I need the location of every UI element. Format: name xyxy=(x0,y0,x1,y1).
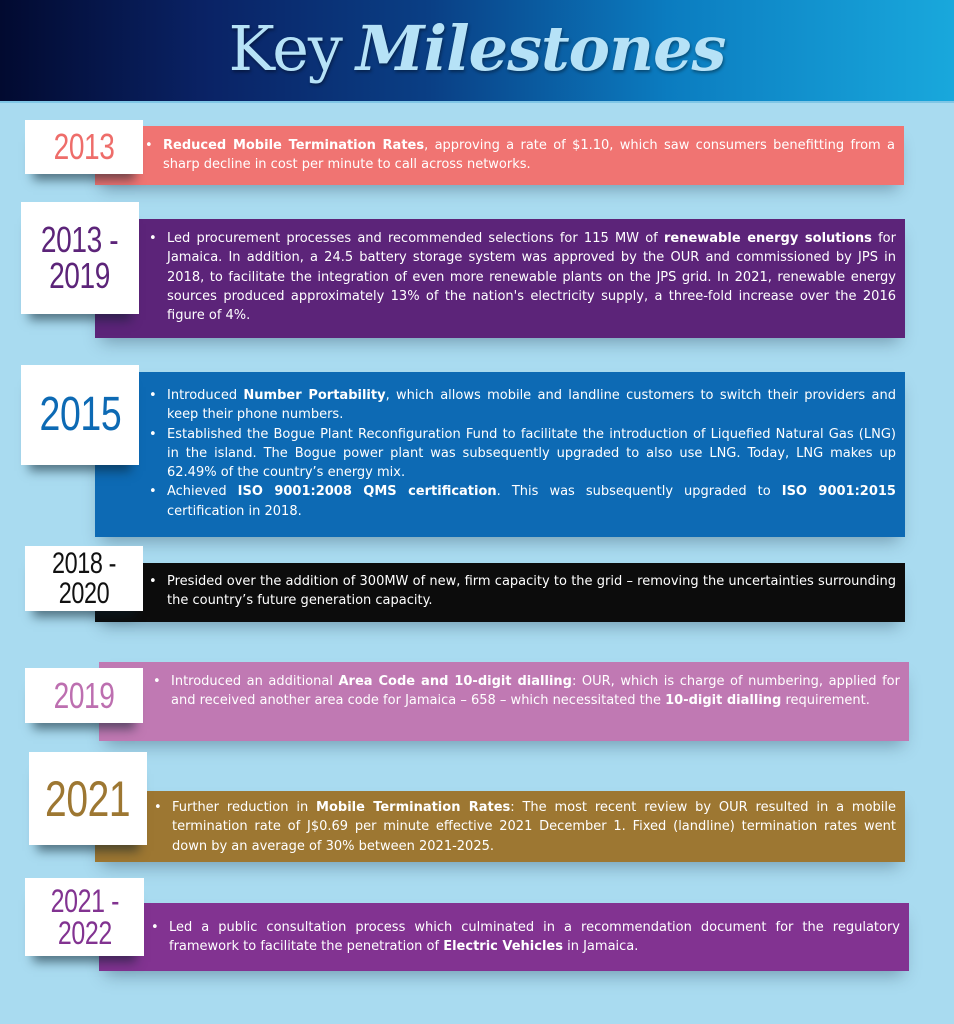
milestone-panel xyxy=(95,563,905,622)
bullet-list xyxy=(152,798,896,856)
year-card xyxy=(25,120,143,174)
text-run: Introduced an additional xyxy=(171,674,339,689)
year-line: 2022 xyxy=(57,915,112,951)
year-card xyxy=(25,546,143,611)
bullet-item xyxy=(151,672,900,711)
year-line: 2019 xyxy=(49,255,111,296)
year-line: 2013 xyxy=(53,126,115,167)
milestone-panel xyxy=(95,219,905,338)
text-run: for Jamaica. In addition, a 24.5 battery storage system was approved by the OUR and commissioned by JPS in 2018, to facilitate the integration of even more renewable plants on the JPS grid. In 2021, renewable energy sources produced approximately 13% of the nation's electricity supply, a three-fold increase over the 2016 figure of 4%. xyxy=(167,231,896,324)
title-plain: Key xyxy=(228,12,342,85)
milestone-panel xyxy=(95,791,905,862)
text-run: , which allows mobile and landline customers to switch their providers and keep their phone numbers. xyxy=(167,388,896,423)
year-line: 2020 xyxy=(58,576,110,610)
text-run: . This was subsequently upgraded to xyxy=(496,484,782,500)
text-run: , approving a rate of $1.10, which saw consumers benefitting from a sharp decline in cost per minute to call across networks. xyxy=(163,138,895,173)
bold-text: Number Portability xyxy=(243,388,386,403)
bullet-item xyxy=(149,918,900,957)
text-run: Further reduction in xyxy=(172,800,317,815)
year-line: 2013 - xyxy=(41,219,119,260)
year-label xyxy=(30,219,129,296)
text-run: : OUR, which is charge of numbering, applied for and received another area code for Jamaica – 658 – which necessitated the xyxy=(171,674,900,709)
bullet-item xyxy=(147,229,896,325)
year-label xyxy=(43,546,125,610)
text-run: in Jamaica. xyxy=(562,939,639,955)
text-run: Established the Bogue Plant Reconfiguration Fund to facilitate the introduction of Liquefied Natural Gas (LNG) in the island. The Bogue power plant was subsequently upgraded to also use LNG. Today, LNG makes up 62.49% of the country’s energy mix. xyxy=(167,426,896,481)
bullet-item xyxy=(147,572,896,611)
bullet-list xyxy=(147,229,896,325)
bold-text: renewable energy solutions xyxy=(663,231,872,246)
year-line: 2018 - xyxy=(51,546,117,580)
bullet-list xyxy=(147,572,896,611)
title-italic: Milestones xyxy=(355,12,726,85)
bullet-item xyxy=(147,386,896,425)
page-title xyxy=(0,12,954,85)
milestone-panel xyxy=(99,662,909,741)
year-label xyxy=(28,388,133,441)
bold-text: ISO 9001:2008 QMS certification xyxy=(237,484,497,500)
year-label xyxy=(41,885,129,949)
year-card xyxy=(21,365,139,465)
bold-text: 10-digit dialling xyxy=(665,693,782,709)
year-line: 2015 xyxy=(39,388,121,441)
milestone-panel xyxy=(95,372,905,537)
text-run: certification in 2018. xyxy=(167,503,302,519)
bullet-item xyxy=(147,482,896,521)
year-line: 2021 xyxy=(45,770,131,827)
year-line: 2021 - xyxy=(50,883,119,919)
bullet-list xyxy=(149,918,900,957)
bullet-list xyxy=(151,672,900,711)
text-run: Achieved xyxy=(167,484,238,500)
bullet-item xyxy=(143,136,895,175)
bullet-list xyxy=(143,136,895,175)
bullet-item xyxy=(152,798,896,856)
page-header xyxy=(0,0,954,103)
text-run: Presided over the addition of 300MW of new, firm capacity to the grid – removing the uncertainties surrounding the country’s future generation capacity. xyxy=(167,574,896,609)
year-card xyxy=(25,878,144,956)
milestone-panel xyxy=(99,903,909,971)
year-label xyxy=(33,770,142,827)
bold-text: Area Code and 10-digit dialling xyxy=(338,674,572,689)
year-label xyxy=(45,674,123,716)
text-run: requirement. xyxy=(781,693,870,709)
milestone-panel xyxy=(95,126,904,185)
year-line: 2019 xyxy=(53,674,115,716)
year-card xyxy=(25,668,143,723)
year-label xyxy=(45,126,123,167)
year-card xyxy=(21,202,139,314)
bold-text: ISO 9001:2015 xyxy=(781,484,896,500)
bold-text: Electric Vehicles xyxy=(443,939,563,955)
text-run: Introduced xyxy=(167,388,244,403)
bullet-list xyxy=(147,386,896,521)
text-run: : The most recent review by OUR resulted in a mobile termination rate of J$0.69 per minute effective 2021 December 1. Fixed (landline) termination rates went down by an average of 30% between 2021-2025. xyxy=(172,800,896,854)
text-run: Led a public consultation process which culminated in a recommendation document for the regulatory framework to facilitate the penetration of xyxy=(169,920,900,955)
bold-text: Mobile Termination Rates xyxy=(316,800,511,815)
text-run: Led procurement processes and recommended selections for 115 MW of xyxy=(167,231,664,246)
year-card xyxy=(29,752,147,845)
bullet-item xyxy=(147,425,896,483)
bold-text: Reduced Mobile Termination Rates xyxy=(163,138,425,153)
